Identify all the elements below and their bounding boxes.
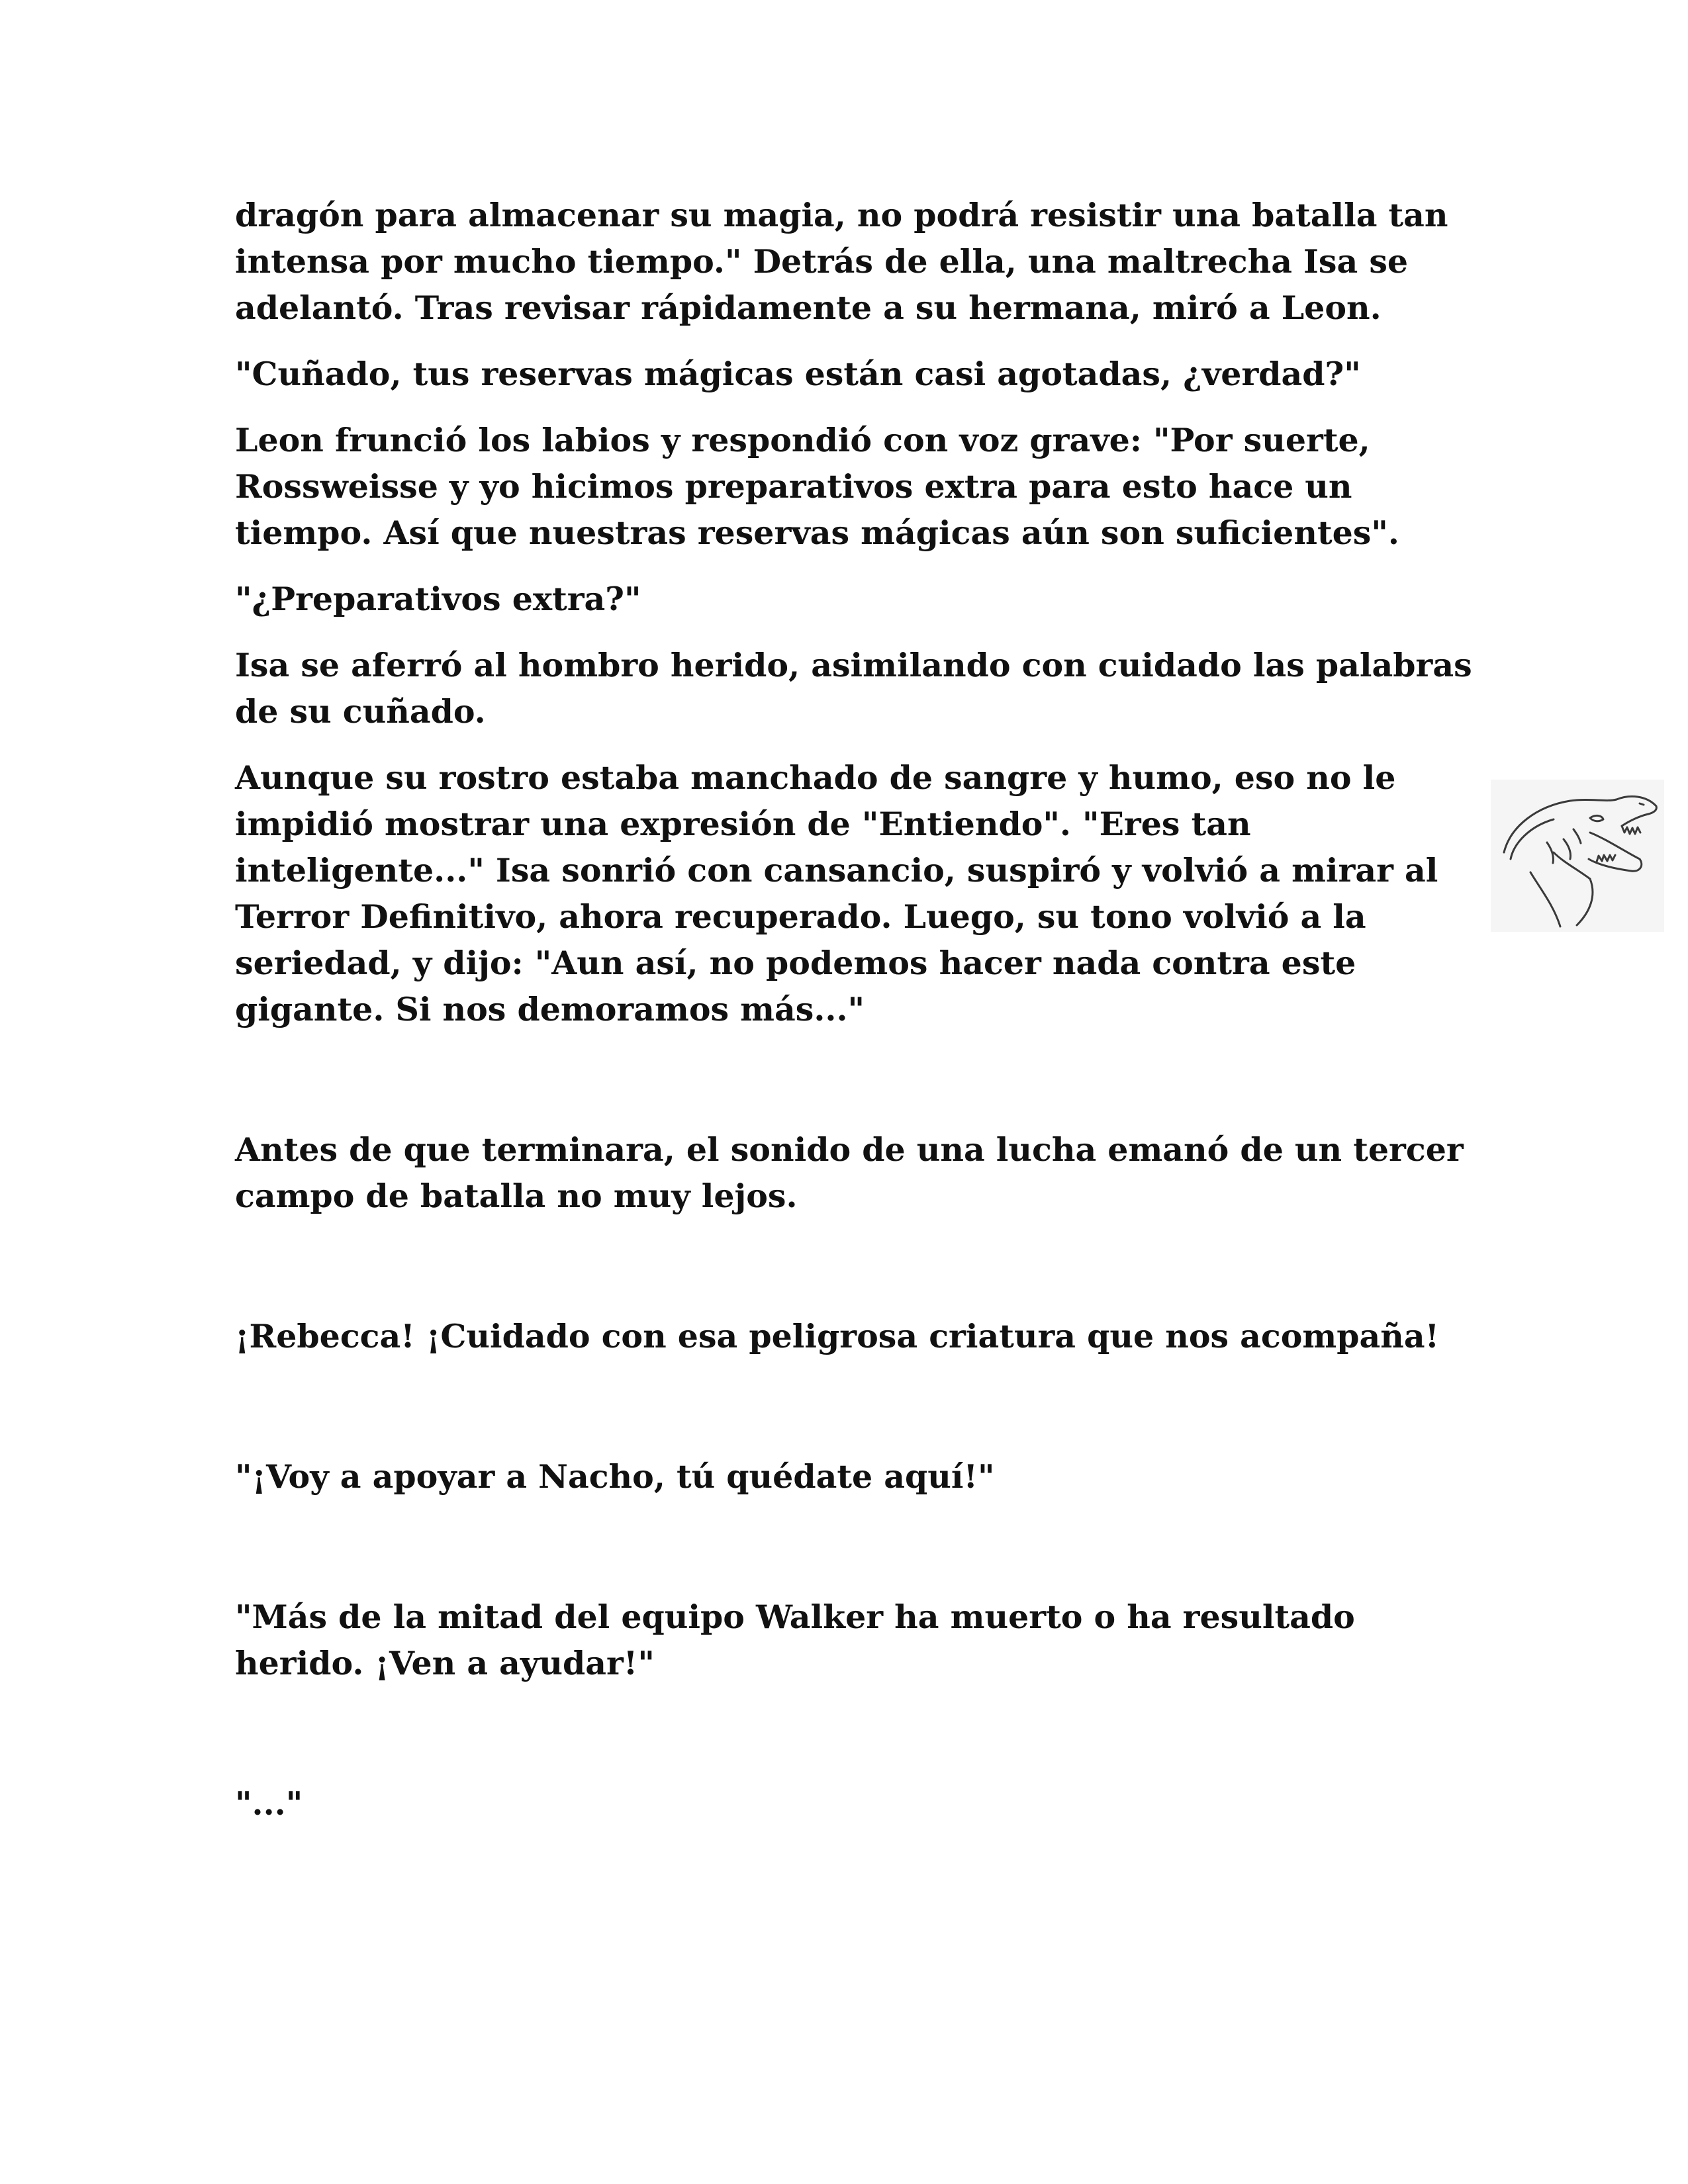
paragraph-6: Aunque su rostro estaba manchado de sangre y humo, eso no le impidió mostrar una expresión de "Entiendo". "Eres tan inteligente..." Isa sonrió con cansancio, suspiró y volvió a mirar al Terror Definitivo, ahora recuperado. Luego, su tono volvió a la seriedad, y dijo: "Aun así, no podemos hacer nada contra este gigante. Si nos demoramos más..." <box>235 758 1438 1028</box>
paragraph-8: ¡Rebecca! ¡Cuidado con esa peligrosa criatura que nos acompaña! <box>235 1317 1440 1355</box>
paragraph-3: Leon frunció los labios y respondió con voz grave: "Por suerte, Rossweisse y yo hicimos preparativos extra para esto hace un tiempo. Así que nuestras reservas mágicas aún son suficientes". <box>235 421 1399 552</box>
dinosaur-head-sketch-icon <box>1491 780 1664 932</box>
paragraph-11: "..." <box>235 1784 303 1823</box>
paragraph-2: "Cuñado, tus reservas mágicas están casi agotadas, ¿verdad?" <box>235 355 1361 393</box>
paragraph-10: "Más de la mitad del equipo Walker ha muerto o ha resultado herido. ¡Ven a ayudar!" <box>235 1598 1355 1682</box>
paragraph-9: "¡Voy a apoyar a Nacho, tú quédate aquí!" <box>235 1457 995 1496</box>
paragraph-1: dragón para almacenar su magia, no podrá resistir una batalla tan intensa por mucho tiempo." Detrás de ella, una maltrecha Isa se adelantó. Tras revisar rápidamente a su hermana, miró a Leon. <box>235 196 1448 327</box>
paragraph-5: Isa se aferró al hombro herido, asimilando con cuidado las palabras de su cuñado. <box>235 646 1472 731</box>
paragraph-7: Antes de que terminara, el sonido de una lucha emanó de un tercer campo de batalla no muy lejos. <box>235 1130 1464 1215</box>
paragraph-4: "¿Preparativos extra?" <box>235 580 641 618</box>
body-text <box>235 192 1479 1846</box>
